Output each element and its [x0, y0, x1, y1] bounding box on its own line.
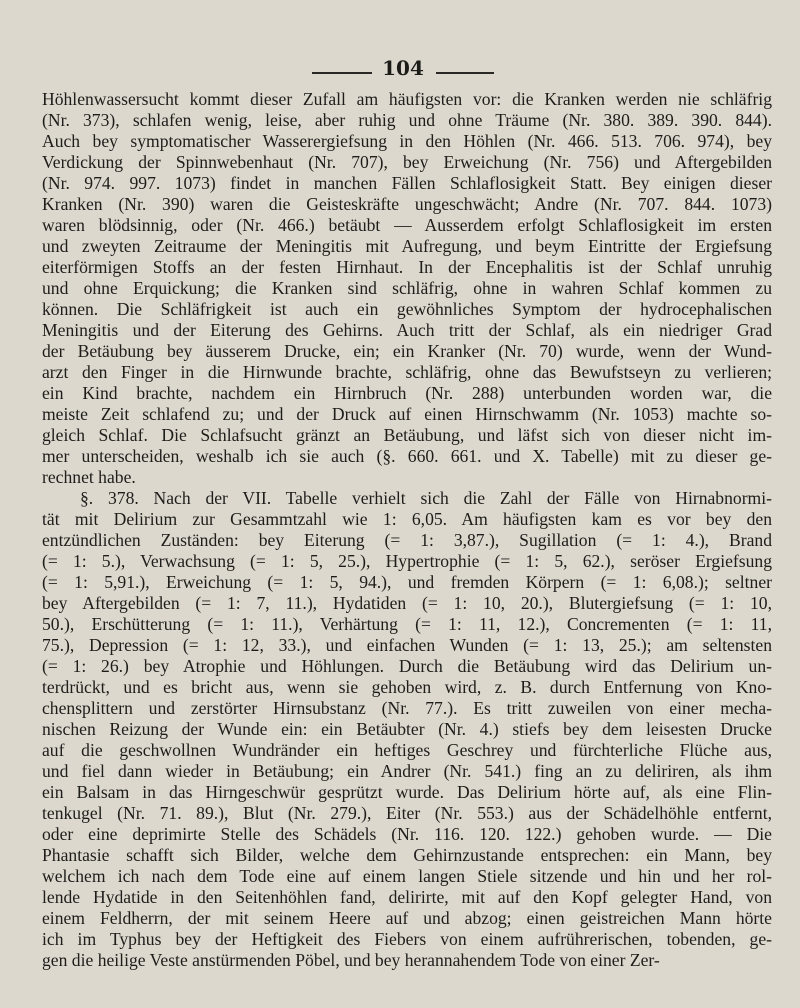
text-line: und fiel dann wieder in Betäubung; ein Andrer (Nr. 541.) fing an zu deliriren, als ihm [42, 761, 772, 781]
text-line: (= 1: 5.), Verwachsung (= 1: 5, 25.), Hypertrophie (= 1: 5, 62.), seröser Ergiefsung [42, 551, 772, 571]
text-line: der Betäubung bey äusserem Drucke, ein; ein Kranker (Nr. 70) wurde, wenn der Wund- [42, 341, 772, 361]
text-line: gen die heilige Veste anstürmenden Pöbel, und bey herannahendem Tode von einer Zer- [42, 950, 660, 970]
text-line: welchem ich nach dem Tode eine auf einem langen Stiele sitzende und hin und her rol- [42, 866, 772, 886]
text-line: entzündlichen Zuständen: bey Eiterung (= 1: 3,87.), Sugillation (= 1: 4.), Brand [42, 530, 772, 550]
text-line: ein Kind brachte, nachdem ein Hirnbruch (Nr. 288) unterbunden worden war, die [42, 383, 772, 403]
text-line: ich im Typhus bey der Heftigkeit des Fiebers von einem aufrührerischen, tobenden, ge- [42, 929, 772, 949]
text-line: nischen Reizung der Wunde ein: ein Betäubter (Nr. 4.) stiefs bey dem leisesten Drucke [42, 719, 772, 739]
text-line: und ohne Erquickung; die Kranken sind schläfrig, ohne in wahren Schlaf kommen zu [42, 278, 772, 298]
text-line: (= 1: 26.) bey Atrophie und Höhlungen. Durch die Betäubung wird das Delirium un- [42, 656, 772, 676]
text-line: eiterförmigen Stoffs an der festen Hirnhaut. In der Encephalitis ist der Schlaf unruhig [42, 257, 772, 277]
text-line: arzt den Finger in die Hirnwunde brachte, schläfrig, ohne das Bewufstseyn zu verlieren; [42, 362, 772, 382]
text-line: können. Die Schläfrigkeit ist auch ein gewöhnliches Symptom der hydrocephalischen [42, 299, 772, 319]
text-line: bey Aftergebilden (= 1: 7, 11.), Hydatiden (= 1: 10, 20.), Blutergiefsung (= 1: 10, [42, 593, 772, 613]
text-line: (Nr. 974. 997. 1073) findet in manchen Fällen Schlaflosigkeit Statt. Bey einigen dieser [42, 173, 772, 193]
page-number: 104 [382, 56, 424, 80]
text-line: terdrückt, und es bricht aus, wenn sie gehoben wird, z. B. durch Entfernung von Kno- [42, 677, 772, 697]
text-line: und zweyten Zeitraume der Meningitis mit Aufregung, und beym Eintritte der Ergiefsung [42, 236, 772, 256]
text-line: gleich Schlaf. Die Schlafsucht gränzt an Betäubung, und läfst sich von dieser nicht im- [42, 425, 772, 445]
text-line: meiste Zeit schlafend zu; und der Druck auf einen Hirnschwamm (Nr. 1053) machte so- [42, 404, 772, 424]
text-line: mer unterscheiden, weshalb ich sie auch (§. 660. 661. und X. Tabelle) mit zu dieser ge- [42, 446, 772, 466]
text-line: 75.), Depression (= 1: 12, 33.), und einfachen Wunden (= 1: 13, 25.); am seltensten [42, 635, 772, 655]
text-line: §. 378. Nach der VII. Tabelle verhielt sich die Zahl der Fälle von Hirnabnormi- [80, 488, 772, 508]
text-line: einem Feldherrn, der mit seinem Heere auf und abzog; einen geistreichen Mann hörte [42, 908, 772, 928]
text-line: lende Hydatide in den Seitenhöhlen fand, delirirte, mit auf den Kopf gelegter Hand, von [42, 887, 772, 907]
text-line: (Nr. 373), schlafen wenig, leise, aber ruhig und ohne Träume (Nr. 380. 389. 390. 844). [42, 110, 772, 130]
text-line: chensplittern und zerstörter Hirnsubstanz (Nr. 77.). Es tritt zuweilen von einer mecha- [42, 698, 772, 718]
paragraph-sleep [42, 89, 772, 488]
body-text [42, 89, 772, 971]
text-line: Auch bey symptomatischer Wasserergiefsung in den Höhlen (Nr. 466. 513. 706. 974), bey [42, 131, 772, 151]
text-line: Meningitis und der Eiterung des Gehirns. Auch tritt der Schlaf, als ein niedriger Grad [42, 320, 772, 340]
header-rule-left [312, 72, 372, 74]
header-rule-right [436, 72, 494, 74]
text-line: Kranken (Nr. 390) waren die Geisteskräfte ungeschwächt; Andre (Nr. 707. 844. 1073) [42, 194, 772, 214]
text-line: auf die geschwollnen Wundränder ein heftiges Geschrey und fürchterliche Flüche aus, [42, 740, 772, 760]
text-line: tenkugel (Nr. 71. 89.), Blut (Nr. 279.), Eiter (Nr. 553.) aus der Schädelhöhle entfernt, [42, 803, 772, 823]
text-line: Höhlenwassersucht kommt dieser Zufall am häufigsten vor: die Kranken werden nie schläfrig [42, 89, 772, 109]
page-header [0, 56, 800, 86]
text-line: tät mit Delirium zur Gesammtzahl wie 1: 6,05. Am häufigsten kam es vor bey den [42, 509, 772, 529]
text-line: oder eine deprimirte Stelle des Schädels (Nr. 116. 120. 122.) gehoben wurde. — Die [42, 824, 772, 844]
text-line: ein Balsam in das Hirngeschwür gesprützt wurde. Das Delirium hörte auf, als eine Flin- [42, 782, 772, 802]
text-line: (= 1: 5,91.), Erweichung (= 1: 5, 94.), und fremden Körpern (= 1: 6,08.); seltner [42, 572, 772, 592]
text-line: Verdickung der Spinnwebenhaut (Nr. 707), bey Erweichung (Nr. 756) und Aftergebilden [42, 152, 772, 172]
text-line: waren blödsinnig, oder (Nr. 466.) betäubt — Ausserdem erfolgt Schlaflosigkeit im ersten [42, 215, 772, 235]
text-line: 50.), Erschütterung (= 1: 11.), Verhärtung (= 1: 11, 12.), Concrementen (= 1: 11, [42, 614, 772, 634]
paragraph-delirium [42, 488, 772, 971]
text-line: Phantasie schafft sich Bilder, welche dem Gehirnzustande entsprechen: ein Mann, bey [42, 845, 772, 865]
text-line: rechnet habe. [42, 467, 136, 487]
